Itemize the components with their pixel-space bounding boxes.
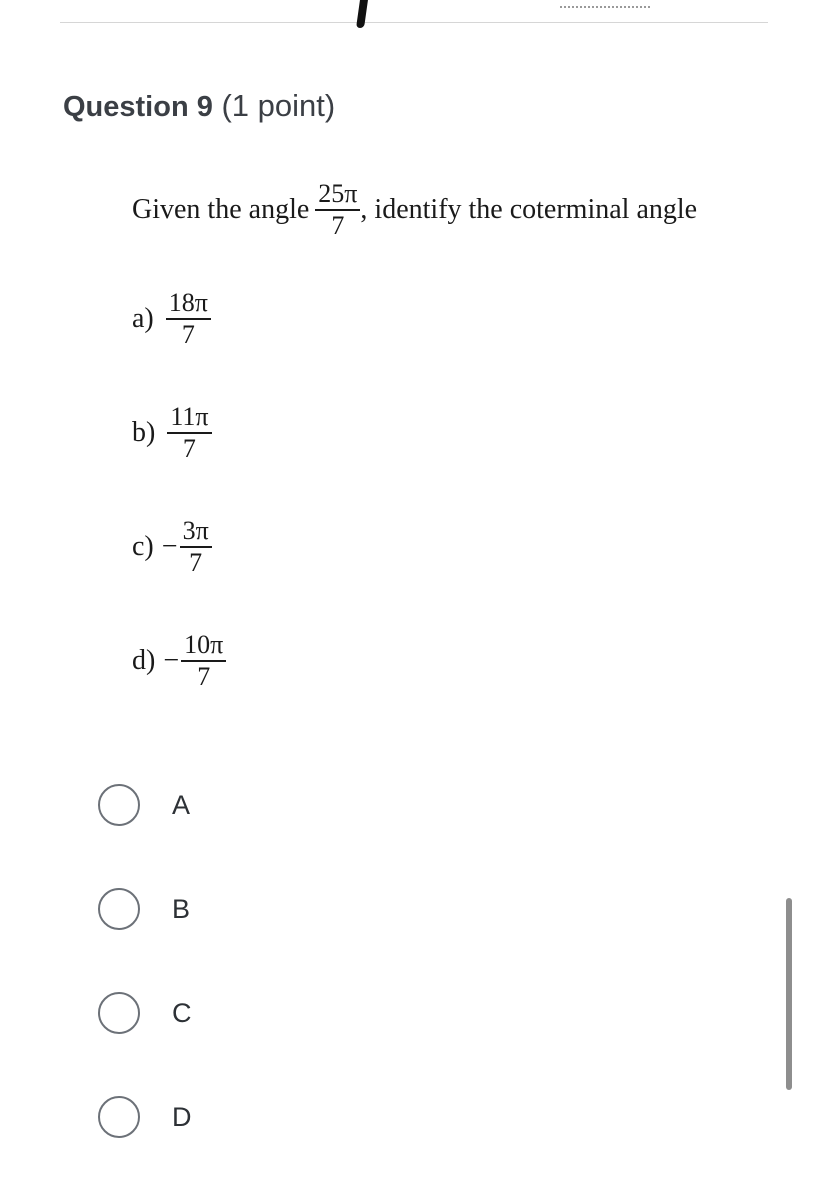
- fraction-denominator: 7: [197, 662, 211, 691]
- prompt-text-before: Given the angle: [132, 194, 310, 225]
- question-prompt: [132, 168, 697, 252]
- fraction-denominator: 7: [189, 548, 203, 577]
- choice-a[interactable]: [98, 784, 190, 826]
- option-c: [132, 516, 218, 578]
- option-d: [132, 630, 232, 692]
- top-divider: [60, 22, 768, 23]
- option-b: [132, 402, 218, 464]
- option-letter: d): [132, 645, 156, 676]
- option-fraction: [180, 516, 212, 578]
- radio-button-b[interactable]: [98, 888, 140, 930]
- scrollbar-thumb[interactable]: [786, 898, 792, 1090]
- top-cropped-text: [560, 0, 650, 8]
- fraction-denominator: 7: [181, 320, 195, 349]
- minus-sign: −: [161, 531, 178, 562]
- question-points: (1 point): [221, 88, 336, 123]
- choice-label-d[interactable]: D: [172, 1101, 192, 1132]
- choice-c[interactable]: [98, 992, 192, 1034]
- question-number: Question 9: [63, 91, 213, 123]
- choice-label-c[interactable]: C: [172, 997, 192, 1028]
- question-heading: [63, 84, 335, 129]
- minus-sign: −: [163, 645, 180, 676]
- option-fraction: [167, 402, 211, 464]
- option-letter: b): [132, 417, 156, 448]
- radio-button-c[interactable]: [98, 992, 140, 1034]
- choice-d[interactable]: [98, 1096, 192, 1138]
- fraction-numerator: 18π: [168, 288, 208, 317]
- prompt-text-after: , identify the coterminal angle: [360, 194, 698, 225]
- option-a: [132, 288, 217, 350]
- option-letter: a): [132, 303, 154, 334]
- radio-button-a[interactable]: [98, 784, 140, 826]
- option-letter: c): [132, 531, 154, 562]
- fraction-denominator: 7: [182, 434, 196, 463]
- fraction-numerator: 25π: [318, 179, 358, 208]
- choice-label-b[interactable]: B: [172, 893, 191, 924]
- fraction-denominator: 7: [331, 211, 345, 240]
- prompt-angle-fraction: [315, 179, 360, 241]
- top-cropped-mark: [356, 0, 368, 28]
- choice-label-a[interactable]: A: [172, 789, 191, 820]
- fraction-numerator: 3π: [182, 516, 209, 545]
- option-fraction: [181, 630, 226, 692]
- fraction-numerator: 10π: [184, 630, 224, 659]
- fraction-numerator: 11π: [170, 402, 209, 431]
- radio-button-d[interactable]: [98, 1096, 140, 1138]
- choice-b[interactable]: [98, 888, 190, 930]
- option-fraction: [166, 288, 211, 350]
